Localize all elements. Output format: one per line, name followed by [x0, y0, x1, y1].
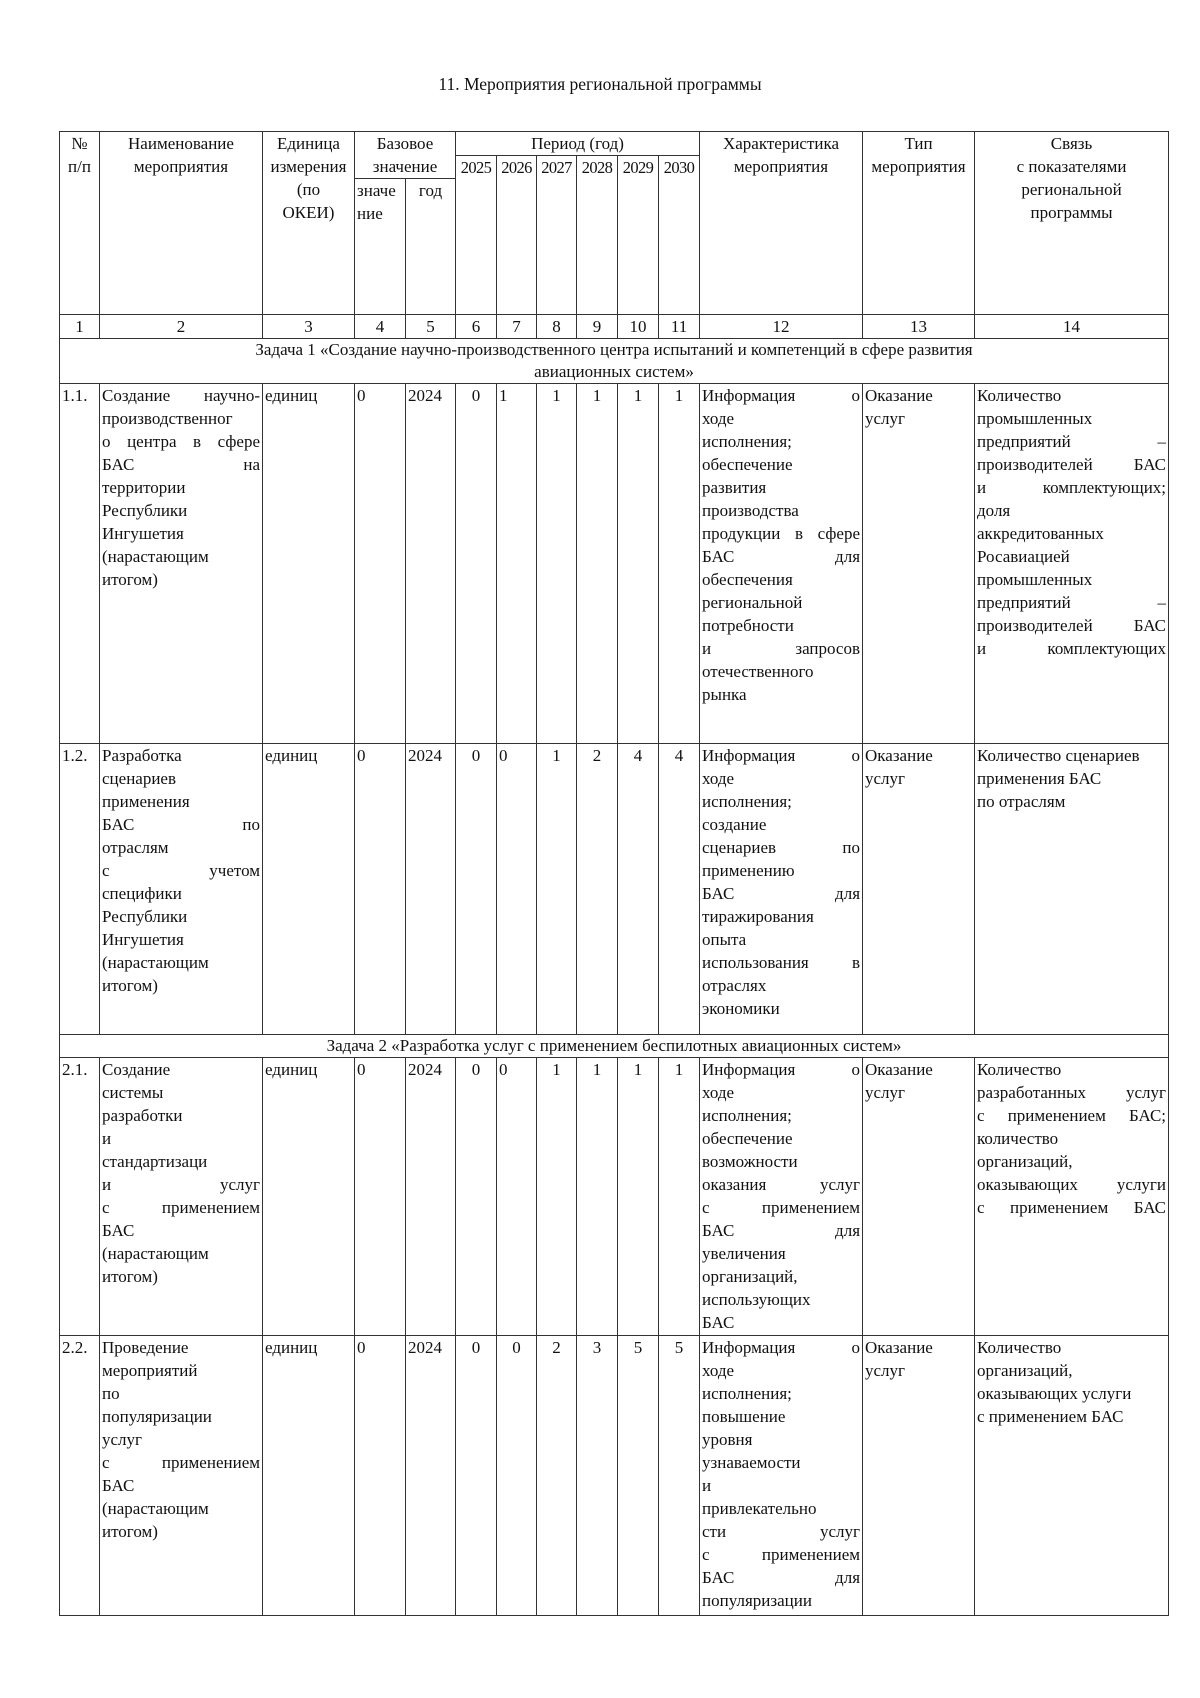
item-value: 0: [456, 1336, 497, 1616]
item-type: Оказание услуг: [863, 1058, 975, 1336]
column-number: 12: [700, 315, 863, 339]
column-number: 2: [100, 315, 263, 339]
item-base-year: 2024: [406, 384, 456, 744]
item-value: 1: [537, 744, 577, 1035]
header-year: 2027: [537, 156, 577, 315]
table-row: [60, 384, 1169, 744]
item-type: Оказание услуг: [863, 744, 975, 1035]
item-unit: единиц: [263, 744, 355, 1035]
item-link: Количество организаций, оказывающих услуги с применением БАС: [975, 1336, 1169, 1616]
header-unit: Единица измерения (по ОКЕИ): [263, 132, 355, 315]
item-characteristic: Информация о ходе исполнения; обеспечение развития производства продукции в сфере БАС для обеспечения региональной потребности и запросов отечественного рынка: [700, 384, 863, 744]
column-number: 7: [497, 315, 537, 339]
item-base-value: 0: [355, 384, 406, 744]
item-type: Оказание услуг: [863, 384, 975, 744]
item-characteristic: Информация о ходе исполнения; обеспечение возможности оказания услуг с применением БАС для увеличения организаций, использующих БАС: [700, 1058, 863, 1336]
table-row: [60, 1058, 1169, 1336]
page-title: 11. Мероприятия региональной программы: [438, 74, 762, 94]
measures-table: [59, 131, 1169, 1616]
header-year: 2029: [618, 156, 659, 315]
item-link: Количество разработанных услуг с применением БАС; количество организаций, оказывающих услуги с применением БАС: [975, 1058, 1169, 1336]
header-link: Связь с показателями региональной программы: [975, 132, 1169, 315]
column-number: 3: [263, 315, 355, 339]
item-value: 0: [456, 744, 497, 1035]
header-type: Тип мероприятия: [863, 132, 975, 315]
column-number: 6: [456, 315, 497, 339]
header-year: 2030: [659, 156, 700, 315]
column-number: 1: [60, 315, 100, 339]
item-base-value: 0: [355, 744, 406, 1035]
item-base-year: 2024: [406, 1058, 456, 1336]
item-value: 1: [618, 1058, 659, 1336]
header-characteristic: Характеристика мероприятия: [700, 132, 863, 315]
item-value: 4: [618, 744, 659, 1035]
item-link: Количество сценариев применения БАС по отраслям: [975, 744, 1169, 1035]
item-value: 2: [537, 1336, 577, 1616]
item-base-year: 2024: [406, 1336, 456, 1616]
header-base-year: год: [406, 179, 456, 315]
table-row: [60, 1336, 1169, 1616]
item-name: Создание научно- производственног о центра в сфере БАС на территории Республики Ингушетия (нарастающим итогом): [100, 384, 263, 744]
header-year: 2028: [577, 156, 618, 315]
item-unit: единиц: [263, 1336, 355, 1616]
item-base-value: 0: [355, 1336, 406, 1616]
item-value: 2: [577, 744, 618, 1035]
header-name: Наименование мероприятия: [100, 132, 263, 315]
column-number: 8: [537, 315, 577, 339]
task-title: Задача 2 «Разработка услуг с применением беспилотных авиационных систем»: [60, 1035, 1169, 1058]
item-value: 0: [456, 384, 497, 744]
item-value: 0: [456, 1058, 497, 1336]
column-number: 4: [355, 315, 406, 339]
item-type: Оказание услуг: [863, 1336, 975, 1616]
item-characteristic: Информация о ходе исполнения; повышение уровня узнаваемости и привлекательно сти услуг с применением БАС для популяризации: [700, 1336, 863, 1616]
item-num: 1.1.: [60, 384, 100, 744]
column-number: 11: [659, 315, 700, 339]
item-num: 2.1.: [60, 1058, 100, 1336]
item-unit: единиц: [263, 1058, 355, 1336]
task-row: [60, 339, 1169, 384]
item-value: 1: [577, 1058, 618, 1336]
item-num: 1.2.: [60, 744, 100, 1035]
item-characteristic: Информация о ходе исполнения; создание сценариев по применению БАС для тиражирования опыта использования в отраслях экономики: [700, 744, 863, 1035]
item-value: 5: [659, 1336, 700, 1616]
item-name: Разработка сценариев применения БАС по отраслям с учетом специфики Республики Ингушетия (нарастающим итогом): [100, 744, 263, 1035]
item-value: 4: [659, 744, 700, 1035]
item-name: Создание системы разработки и стандартизаци и услуг с применением БАС (нарастающим итогом): [100, 1058, 263, 1336]
column-number: 13: [863, 315, 975, 339]
item-base-value: 0: [355, 1058, 406, 1336]
header-base: Базовое значение: [355, 132, 456, 179]
column-number: 9: [577, 315, 618, 339]
task-row: [60, 1035, 1169, 1058]
item-value: 0: [497, 1336, 537, 1616]
item-base-year: 2024: [406, 744, 456, 1035]
item-value: 1: [659, 384, 700, 744]
item-num: 2.2.: [60, 1336, 100, 1616]
task-title: Задача 1 «Создание научно-производственного центра испытаний и компетенций в сфере развития авиационных систем»: [60, 339, 1169, 384]
item-unit: единиц: [263, 384, 355, 744]
column-number: 14: [975, 315, 1169, 339]
column-number: 10: [618, 315, 659, 339]
column-numbers-row: [60, 315, 1169, 339]
item-value: 1: [577, 384, 618, 744]
header-num: № п/п: [60, 132, 100, 315]
item-name: Проведение мероприятий по популяризации услуг с применением БАС (нарастающим итогом): [100, 1336, 263, 1616]
item-value: 0: [497, 1058, 537, 1336]
item-value: 1: [618, 384, 659, 744]
table-row: [60, 744, 1169, 1035]
item-value: 3: [577, 1336, 618, 1616]
header-period: Период (год): [456, 132, 700, 156]
column-number: 5: [406, 315, 456, 339]
item-value: 0: [497, 744, 537, 1035]
header-year: 2025: [456, 156, 497, 315]
item-value: 1: [537, 384, 577, 744]
header-year: 2026: [497, 156, 537, 315]
item-value: 5: [618, 1336, 659, 1616]
item-value: 1: [659, 1058, 700, 1336]
item-link: Количество промышленных предприятий – производителей БАС и комплектующих; доля аккредитованных Росавиацией промышленных предприятий – производителей БАС и комплектующих: [975, 384, 1169, 744]
item-value: 1: [497, 384, 537, 744]
item-value: 1: [537, 1058, 577, 1336]
header-base-value: значе ние: [355, 179, 406, 315]
